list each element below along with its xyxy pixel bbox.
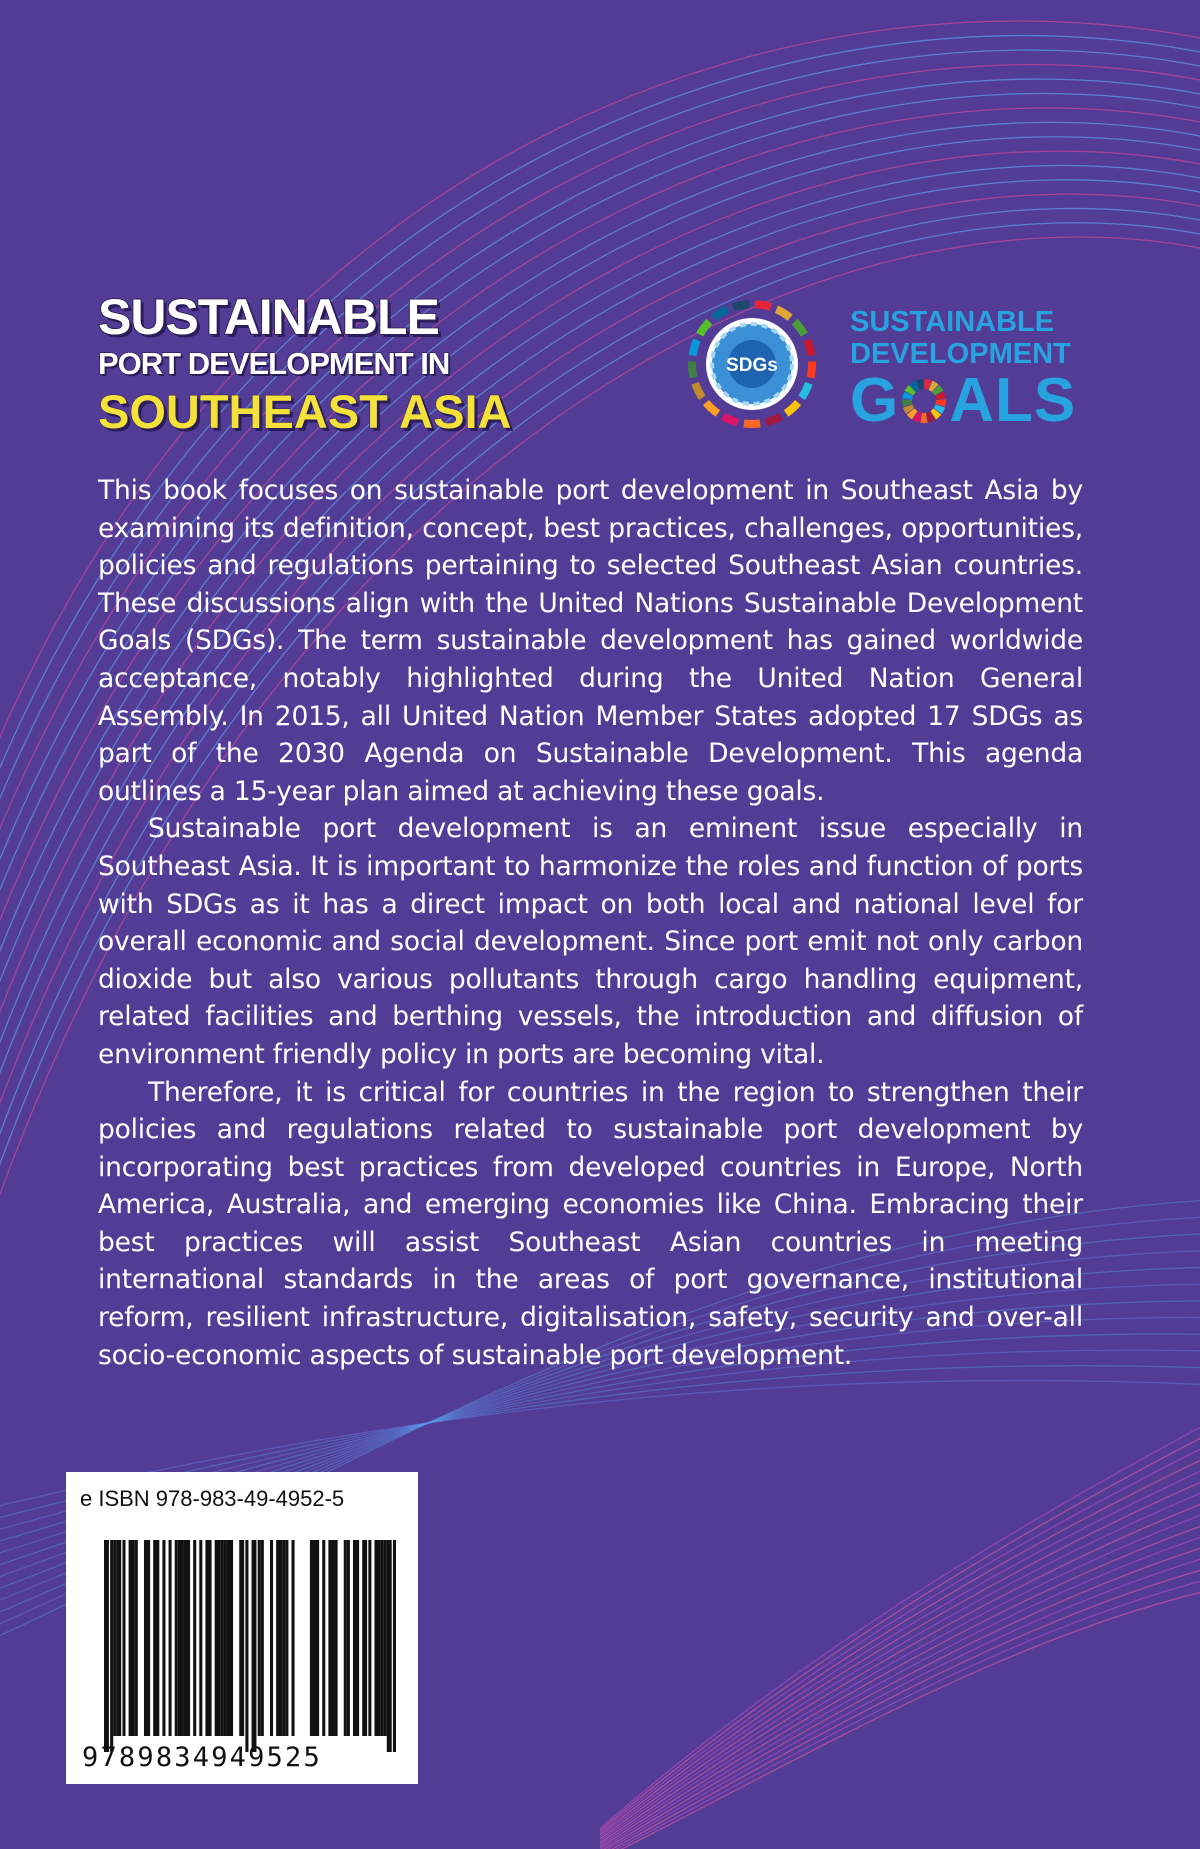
barcode-bar [156, 1540, 159, 1736]
sdg-wheel-segment [936, 389, 939, 393]
barcode-bar [132, 1540, 135, 1736]
sdg-wheel-segment [700, 322, 710, 335]
sdg-logo [684, 296, 1084, 436]
barcode-bar [169, 1540, 172, 1736]
sdg-wheel-segment [938, 406, 940, 411]
barcode-bar [344, 1540, 347, 1736]
barcode-bar [193, 1540, 196, 1736]
sdg-wheel-segment [810, 361, 812, 377]
barcode-bar [384, 1540, 387, 1736]
sdg-wheel-segment [807, 340, 811, 356]
barcode-bar [116, 1540, 121, 1736]
barcode-bar [368, 1540, 371, 1736]
sdg-line-1: SUSTAINABLE [850, 306, 1055, 338]
sdg-wheel-segment [911, 412, 915, 416]
barcode-bar [270, 1540, 273, 1736]
barcode-bar [285, 1540, 288, 1736]
barcode-bar [381, 1540, 384, 1736]
sdg-wheel-segment [941, 400, 942, 406]
barcode-bar [252, 1540, 257, 1752]
blurb-paragraph-1: This book focuses on sustainable port development in Southeast Asia by examining its definition, concept, best practices, challenges, opportunities, policies and regulations pertaining to selected Southeast Asian countries. These discussions align with the United Nations Sustainable Development Goals (SDGs). The term sustainable development has gained worldwide acceptance, notably highlighted during the United Nation General Assembly. In 2015, all United Nation Member States adopted 17 SDGs as part of the 2030 Agenda on Sustainable Development. This agenda outlines a 15-year plan aimed at achieving these goals. [98, 475, 1083, 807]
sdg-wheel-segment [786, 403, 798, 414]
sdg-wheel-segment [695, 383, 702, 397]
sdg-wheel-segment [916, 416, 921, 418]
sdg-wheel-segment [913, 385, 918, 388]
sdg-wheel-segment [776, 309, 790, 317]
sdg-wheel-segment [755, 304, 771, 307]
book-title [98, 290, 518, 440]
barcode-bar [110, 1540, 113, 1752]
isbn-label: e ISBN 978-983-49-4952-5 [80, 1486, 345, 1511]
barcode-bar [282, 1540, 285, 1736]
barcode-bar [261, 1540, 264, 1736]
barcode-bar [224, 1540, 227, 1736]
sdg-wheel-segment [907, 400, 908, 406]
barcode-bar [356, 1540, 359, 1736]
sdg-wheel-segment [931, 385, 936, 388]
title-line-2: PORT DEVELOPMENT IN [98, 346, 450, 381]
goals-als: ALS [949, 366, 1077, 435]
barcode-icon [102, 1540, 398, 1752]
sdg-wheel-segment [766, 417, 781, 423]
barcode-bar [245, 1540, 248, 1752]
barcode-bar [258, 1540, 261, 1736]
sdg-wheel-segment [928, 416, 933, 418]
barcode-bar [162, 1540, 165, 1736]
sdg-wheel-segment [714, 309, 728, 317]
barcode-bar [135, 1540, 138, 1736]
sdg-wordmark [850, 306, 1077, 435]
sdg-wheel-segment [693, 340, 697, 356]
sdg-wheel-icon [684, 296, 820, 432]
barcode-bar [184, 1540, 187, 1736]
barcode-bar [347, 1540, 350, 1736]
sdg-wheel-segment [733, 304, 749, 307]
barcode-bar [181, 1540, 184, 1736]
barcode-bar [393, 1540, 396, 1752]
sdg-wheel-segment [925, 384, 930, 385]
sdg-wheel-segment [908, 406, 910, 411]
barcode-bar [291, 1540, 294, 1736]
barcode-bar [187, 1540, 190, 1736]
goals-color-wheel-icon [900, 377, 948, 425]
goals-g: G [850, 366, 900, 435]
sdg-wheel-segment [802, 383, 809, 397]
sdg-wheel-segment [692, 361, 694, 377]
sdg-wheel-segment [918, 384, 923, 385]
barcode-bar [199, 1540, 202, 1736]
barcode-bar [378, 1540, 381, 1736]
decorative-curve [600, 1422, 1200, 1829]
sdg-line-2: DEVELOPMENT [850, 338, 1071, 370]
blurb-paragraph-2: Sustainable port development is an eminent issue especially in Southeast Asia. It is important to harmonize the roles and function of ports with SDGs as it has a direct impact on both local and national level for overall economic and social development. Since port emit not only carbon dioxide but also various pollutants through cargo handling equipment, related facilities and berthing vessels, the introduction and diffusion of environment friendly policy in ports are becoming vital. [98, 813, 1083, 1070]
sdg-wheel-segment [940, 394, 942, 399]
barcode-bar [122, 1540, 125, 1736]
barcode-digits: 9789834949525 [82, 1742, 322, 1773]
isbn-barcode-box [66, 1472, 418, 1784]
sdg-wheel-segment [933, 412, 937, 416]
barcode-bar [387, 1540, 392, 1752]
sdg-wheel-label: SDGs [726, 355, 778, 376]
barcode-bar [104, 1540, 109, 1752]
barcode-bar [144, 1540, 147, 1736]
sdg-wheel-segment [907, 394, 909, 399]
barcode-bar [218, 1540, 221, 1736]
barcode-bar [230, 1540, 233, 1736]
title-line-1: SUSTAINABLE [98, 289, 439, 345]
barcode-bar [113, 1540, 116, 1736]
barcode-bar [279, 1540, 282, 1736]
sdg-wheel-segment [706, 403, 718, 414]
barcode-bar [331, 1540, 334, 1736]
barcode-bar [221, 1540, 224, 1736]
sdg-line-3 [850, 366, 1077, 435]
barcode-bar [328, 1540, 331, 1736]
sdg-wheel-segment [744, 423, 760, 424]
blurb-paragraph-3: Therefore, it is critical for countries in the region to strengthen their policies and regulations related to sustainable port development by incorporating best practices from developed countries in Europe, North America, Australia, and emerging economies like China. Embracing their best practices will assist Southeast Asian countries in meeting international standards in the areas of port governance, institutional reform, resilient infrastructure, digitalisation, safety, security and over-all socio-economic aspects of sustainable port development. [98, 1076, 1083, 1371]
barcode-bar [362, 1540, 367, 1736]
title-line-3: SOUTHEAST ASIA [98, 385, 512, 438]
barcode-bar [353, 1540, 356, 1736]
barcode-bar [175, 1540, 178, 1736]
barcode-bar [316, 1540, 319, 1736]
sdg-wheel-segment [909, 389, 912, 393]
barcode-bar [239, 1540, 244, 1736]
barcode-bar [205, 1540, 208, 1736]
sdg-wheel-segment [723, 417, 738, 423]
barcode-bar [209, 1540, 212, 1736]
back-cover-blurb [98, 472, 1083, 1374]
sdg-wheel-segment [795, 322, 805, 335]
barcode-bar [322, 1540, 325, 1736]
barcode-bar [310, 1540, 313, 1736]
barcode-bar [335, 1540, 338, 1736]
barcode-bar [147, 1540, 150, 1736]
